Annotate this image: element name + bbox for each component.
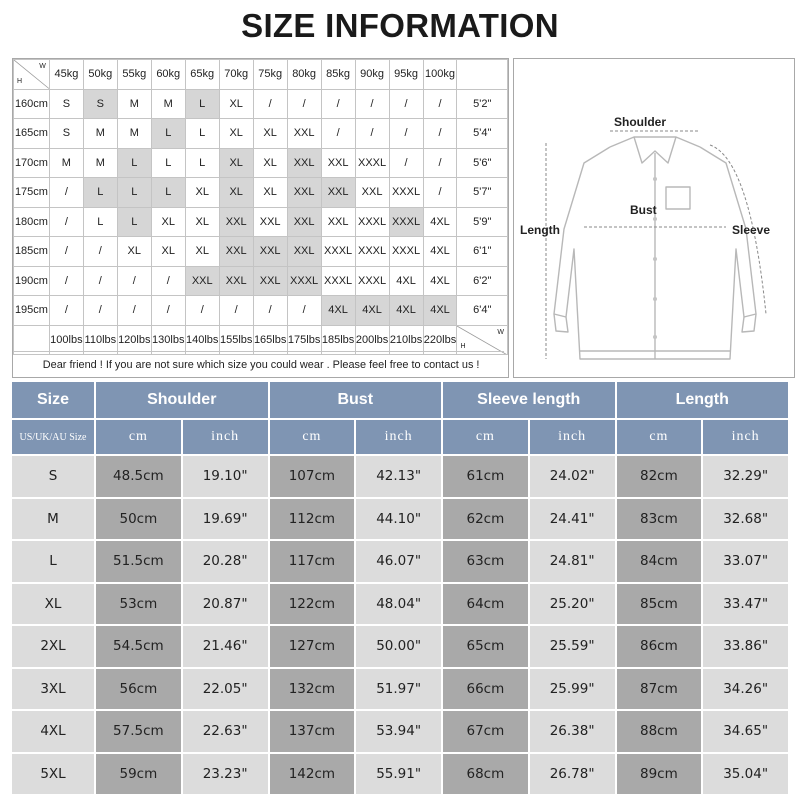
bust-in-cell: 51.97" — [356, 669, 441, 710]
sleeve-cm-cell: 65cm — [443, 626, 528, 667]
weight-lbs-cell: 120lbs — [117, 325, 151, 355]
unit-cm: cm — [617, 420, 702, 454]
shoulder-in-cell: 20.28" — [183, 541, 268, 582]
weight-kg-header-row — [14, 60, 508, 90]
shirt-diagram — [513, 58, 795, 378]
bust-cm-cell: 132cm — [270, 669, 355, 710]
height-cm-cell: 190cm — [14, 266, 50, 296]
size-recommendation-cell: XXL — [287, 237, 321, 267]
length-in-cell: 34.26" — [703, 669, 788, 710]
bust-cm-cell: 117cm — [270, 541, 355, 582]
size-recommendation-cell: L — [185, 89, 219, 119]
unit-inch: inch — [703, 420, 788, 454]
bust-label: Bust — [630, 203, 657, 217]
weight-lbs-cell: 175lbs — [287, 325, 321, 355]
shoulder-in-cell: 22.05" — [183, 669, 268, 710]
length-cm-cell: 82cm — [617, 456, 702, 497]
weight-kg-header: 60kg — [151, 60, 185, 90]
size-cell: 2XL — [12, 626, 94, 667]
height-cm-cell: 165cm — [14, 119, 50, 149]
height-cm-cell: 160cm — [14, 89, 50, 119]
weight-kg-header: 100kg — [423, 60, 457, 90]
sleeve-cm-cell: 66cm — [443, 669, 528, 710]
grid-empty-cell — [457, 60, 508, 90]
weight-lbs-cell: 155lbs — [219, 325, 253, 355]
unit-size-label: US/UK/AU Size — [12, 420, 94, 454]
size-recommendation-cell: / — [423, 148, 457, 178]
shoulder-cm-cell: 56cm — [96, 669, 181, 710]
size-recommendation-cell: S — [49, 119, 83, 149]
size-recommendation-cell: / — [389, 119, 423, 149]
unit-inch: inch — [356, 420, 441, 454]
bust-in-cell: 50.00" — [356, 626, 441, 667]
grid-corner-cell — [14, 60, 50, 90]
size-recommendation-cell: XL — [151, 207, 185, 237]
size-recommendation-cell: / — [253, 296, 287, 326]
size-recommendation-cell: XL — [117, 237, 151, 267]
size-recommendation-cell: XL — [185, 237, 219, 267]
length-cm-cell: 87cm — [617, 669, 702, 710]
size-recommendation-cell: 4XL — [423, 296, 457, 326]
length-cm-cell: 83cm — [617, 499, 702, 540]
size-recommendation-cell: / — [355, 119, 389, 149]
size-recommendation-cell: / — [151, 296, 185, 326]
length-in-cell: 32.29" — [703, 456, 788, 497]
sleeve-cm-cell: 68cm — [443, 754, 528, 795]
size-recommendation-cell: M — [49, 148, 83, 178]
size-cell: 3XL — [12, 669, 94, 710]
size-recommendation-cell: XXL — [253, 207, 287, 237]
length-in-cell: 32.68" — [703, 499, 788, 540]
corner-height-label: H — [17, 77, 23, 85]
size-recommendation-cell: XL — [219, 178, 253, 208]
size-recommendation-cell: 4XL — [423, 207, 457, 237]
grid-row — [14, 296, 508, 326]
table-row — [12, 754, 788, 795]
height-feet-cell: 5'2" — [457, 89, 508, 119]
size-recommendation-cell: / — [117, 266, 151, 296]
size-recommendation-cell: / — [423, 119, 457, 149]
length-in-cell: 33.86" — [703, 626, 788, 667]
sleeve-in-cell: 25.59" — [530, 626, 615, 667]
size-recommendation-cell: XL — [219, 148, 253, 178]
length-in-cell: 33.47" — [703, 584, 788, 625]
size-recommendation-cell: 4XL — [355, 296, 389, 326]
unit-cm: cm — [270, 420, 355, 454]
size-cell: 5XL — [12, 754, 94, 795]
size-recommendation-cell: / — [49, 296, 83, 326]
shoulder-cm-cell: 59cm — [96, 754, 181, 795]
size-recommendation-cell: S — [83, 89, 117, 119]
length-in-cell: 33.07" — [703, 541, 788, 582]
size-recommendation-cell: / — [423, 89, 457, 119]
sleeve-in-cell: 25.99" — [530, 669, 615, 710]
height-feet-cell: 6'4" — [457, 296, 508, 326]
height-cm-cell: 195cm — [14, 296, 50, 326]
height-cm-cell: 175cm — [14, 178, 50, 208]
corner-weight-label: W — [39, 63, 46, 70]
size-recommendation-cell: XXXL — [287, 266, 321, 296]
height-cm-cell: 180cm — [14, 207, 50, 237]
shoulder-cm-cell: 48.5cm — [96, 456, 181, 497]
size-recommendation-cell: / — [83, 296, 117, 326]
size-recommendation-cell: L — [185, 119, 219, 149]
size-recommendation-cell: XXL — [287, 207, 321, 237]
size-recommendation-cell: 4XL — [389, 296, 423, 326]
weight-kg-header: 85kg — [321, 60, 355, 90]
size-recommendation-cell: M — [117, 89, 151, 119]
size-recommendation-cell: XXXL — [321, 237, 355, 267]
unit-cm: cm — [96, 420, 181, 454]
unit-cm: cm — [443, 420, 528, 454]
size-recommendation-cell: / — [423, 178, 457, 208]
weight-lbs-cell: 185lbs — [321, 325, 355, 355]
size-recommendation-cell: 4XL — [423, 266, 457, 296]
sleeve-in-cell: 26.78" — [530, 754, 615, 795]
weight-grid-body — [14, 89, 508, 325]
length-cm-cell: 86cm — [617, 626, 702, 667]
unit-inch: inch — [530, 420, 615, 454]
size-recommendation-cell: / — [287, 296, 321, 326]
size-recommendation-cell: / — [151, 266, 185, 296]
corner-height-label: H — [460, 343, 466, 350]
size-recommendation-cell: L — [117, 178, 151, 208]
weight-kg-header: 45kg — [49, 60, 83, 90]
size-recommendation-cell: XXXL — [389, 237, 423, 267]
size-recommendation-cell: XXXL — [355, 266, 389, 296]
header-shoulder: Shoulder — [96, 382, 268, 418]
bust-cm-cell: 122cm — [270, 584, 355, 625]
size-recommendation-cell: XXL — [219, 237, 253, 267]
weight-kg-header: 55kg — [117, 60, 151, 90]
bust-in-cell: 44.10" — [356, 499, 441, 540]
weight-lbs-cell: 130lbs — [151, 325, 185, 355]
size-recommendation-cell: XXL — [321, 178, 355, 208]
grid-row — [14, 207, 508, 237]
size-recommendation-cell: L — [117, 148, 151, 178]
size-recommendation-cell: / — [355, 89, 389, 119]
size-recommendation-cell: M — [83, 148, 117, 178]
size-recommendation-cell: XXL — [219, 207, 253, 237]
size-recommendation-cell: XXL — [219, 266, 253, 296]
size-recommendation-cell: XL — [151, 237, 185, 267]
sleeve-in-cell: 25.20" — [530, 584, 615, 625]
size-cell: S — [12, 456, 94, 497]
size-recommendation-cell: XXXL — [355, 148, 389, 178]
bust-cm-cell: 107cm — [270, 456, 355, 497]
size-recommendation-cell: XXL — [355, 178, 389, 208]
grid-row — [14, 237, 508, 267]
table-unit-row — [12, 420, 788, 454]
length-in-cell: 35.04" — [703, 754, 788, 795]
size-cell: M — [12, 499, 94, 540]
size-recommendation-cell: XXL — [185, 266, 219, 296]
size-recommendation-cell: XXL — [287, 148, 321, 178]
table-row — [12, 626, 788, 667]
bust-cm-cell: 112cm — [270, 499, 355, 540]
sleeve-cm-cell: 61cm — [443, 456, 528, 497]
size-recommendation-cell: / — [185, 296, 219, 326]
size-recommendation-cell: / — [219, 296, 253, 326]
sleeve-in-cell: 24.02" — [530, 456, 615, 497]
weight-kg-header: 80kg — [287, 60, 321, 90]
grid-row — [14, 89, 508, 119]
size-recommendation-cell: / — [321, 89, 355, 119]
weight-kg-header: 50kg — [83, 60, 117, 90]
bust-in-cell: 53.94" — [356, 711, 441, 752]
table-row — [12, 584, 788, 625]
size-recommendation-cell: / — [83, 237, 117, 267]
size-recommendation-cell: / — [49, 237, 83, 267]
sleeve-cm-cell: 62cm — [443, 499, 528, 540]
length-cm-cell: 88cm — [617, 711, 702, 752]
size-recommendation-cell: M — [151, 89, 185, 119]
size-recommendation-cell: XL — [253, 148, 287, 178]
bust-cm-cell: 142cm — [270, 754, 355, 795]
grid-row — [14, 178, 508, 208]
size-recommendation-cell: / — [83, 266, 117, 296]
size-recommendation-cell: L — [185, 148, 219, 178]
table-row — [12, 499, 788, 540]
length-cm-cell: 85cm — [617, 584, 702, 625]
weight-kg-header: 90kg — [355, 60, 389, 90]
height-feet-cell: 5'4" — [457, 119, 508, 149]
table-row — [12, 456, 788, 497]
size-recommendation-cell: L — [117, 207, 151, 237]
shoulder-in-cell: 23.23" — [183, 754, 268, 795]
size-measurement-table — [10, 380, 790, 796]
shirt-outline-icon — [514, 59, 796, 379]
size-cell: L — [12, 541, 94, 582]
size-recommendation-cell: XXXL — [355, 207, 389, 237]
weight-lbs-cell: 200lbs — [355, 325, 389, 355]
shoulder-label: Shoulder — [614, 115, 667, 129]
size-recommendation-cell: XL — [253, 119, 287, 149]
height-cm-cell: 185cm — [14, 237, 50, 267]
bust-in-cell: 46.07" — [356, 541, 441, 582]
shoulder-in-cell: 21.46" — [183, 626, 268, 667]
size-recommendation-cell: S — [49, 89, 83, 119]
header-sleeve-length: Sleeve length — [443, 382, 615, 418]
size-recommendation-cell: / — [253, 89, 287, 119]
size-recommendation-cell: XL — [185, 178, 219, 208]
corner-weight-label: W — [497, 328, 504, 336]
size-recommendation-cell: / — [389, 148, 423, 178]
header-length: Length — [617, 382, 789, 418]
size-recommendation-cell: XL — [185, 207, 219, 237]
sleeve-cm-cell: 63cm — [443, 541, 528, 582]
height-feet-cell: 5'9" — [457, 207, 508, 237]
size-recommendation-cell: L — [151, 148, 185, 178]
weight-lbs-cell: 220lbs — [423, 325, 457, 355]
size-recommendation-cell: / — [321, 119, 355, 149]
length-label: Length — [520, 223, 560, 237]
shoulder-cm-cell: 51.5cm — [96, 541, 181, 582]
size-table-body — [12, 456, 788, 794]
size-recommendation-cell: / — [389, 89, 423, 119]
weight-kg-header: 65kg — [185, 60, 219, 90]
grid-row — [14, 119, 508, 149]
size-recommendation-cell: / — [287, 89, 321, 119]
size-recommendation-cell: XXL — [253, 266, 287, 296]
table-row — [12, 541, 788, 582]
shoulder-in-cell: 20.87" — [183, 584, 268, 625]
size-recommendation-cell: XXL — [321, 148, 355, 178]
size-recommendation-cell: / — [49, 178, 83, 208]
weight-lbs-cell: 165lbs — [253, 325, 287, 355]
grid-row — [14, 266, 508, 296]
weight-height-grid — [12, 58, 509, 378]
table-row — [12, 711, 788, 752]
size-recommendation-cell: L — [151, 119, 185, 149]
height-cm-cell: 170cm — [14, 148, 50, 178]
size-recommendation-cell: XXL — [287, 119, 321, 149]
size-recommendation-cell: XXXL — [321, 266, 355, 296]
table-row — [12, 669, 788, 710]
size-recommendation-cell: XXL — [287, 178, 321, 208]
weight-height-table — [13, 59, 508, 355]
size-cell: 4XL — [12, 711, 94, 752]
height-feet-cell: 5'7" — [457, 178, 508, 208]
bust-in-cell: 42.13" — [356, 456, 441, 497]
height-feet-cell: 6'2" — [457, 266, 508, 296]
size-recommendation-cell: XL — [219, 89, 253, 119]
size-recommendation-cell: L — [83, 178, 117, 208]
sleeve-label: Sleeve — [732, 223, 771, 237]
height-feet-cell: 5'6" — [457, 148, 508, 178]
size-recommendation-cell: XXL — [253, 237, 287, 267]
sleeve-in-cell: 24.81" — [530, 541, 615, 582]
length-in-cell: 34.65" — [703, 711, 788, 752]
size-recommendation-cell: M — [83, 119, 117, 149]
weight-kg-header: 95kg — [389, 60, 423, 90]
shoulder-cm-cell: 53cm — [96, 584, 181, 625]
grid-row — [14, 148, 508, 178]
sleeve-cm-cell: 64cm — [443, 584, 528, 625]
weight-lbs-cell: 210lbs — [389, 325, 423, 355]
size-recommendation-cell: XL — [253, 178, 287, 208]
bust-cm-cell: 137cm — [270, 711, 355, 752]
contact-note: Dear friend ! If you are not sure which size you could wear . Please feel free to contact us ! — [13, 351, 504, 377]
shoulder-cm-cell: 54.5cm — [96, 626, 181, 667]
size-recommendation-cell: XXXL — [389, 207, 423, 237]
size-recommendation-cell: XXXL — [355, 237, 389, 267]
weight-lbs-cell: 100lbs — [49, 325, 83, 355]
shoulder-in-cell: 22.63" — [183, 711, 268, 752]
shoulder-cm-cell: 50cm — [96, 499, 181, 540]
shoulder-in-cell: 19.69" — [183, 499, 268, 540]
length-cm-cell: 89cm — [617, 754, 702, 795]
size-recommendation-cell: L — [151, 178, 185, 208]
size-recommendation-cell: XL — [219, 119, 253, 149]
size-recommendation-cell: M — [117, 119, 151, 149]
weight-lbs-cell: 110lbs — [83, 325, 117, 355]
size-recommendation-cell: L — [83, 207, 117, 237]
bust-in-cell: 48.04" — [356, 584, 441, 625]
length-cm-cell: 84cm — [617, 541, 702, 582]
size-recommendation-cell: 4XL — [389, 266, 423, 296]
height-feet-cell: 6'1" — [457, 237, 508, 267]
size-recommendation-cell: 4XL — [321, 296, 355, 326]
size-recommendation-cell: XXL — [321, 207, 355, 237]
size-recommendation-cell: / — [49, 207, 83, 237]
size-cell: XL — [12, 584, 94, 625]
shoulder-cm-cell: 57.5cm — [96, 711, 181, 752]
sleeve-in-cell: 24.41" — [530, 499, 615, 540]
bust-in-cell: 55.91" — [356, 754, 441, 795]
size-recommendation-cell: 4XL — [423, 237, 457, 267]
weight-kg-header: 75kg — [253, 60, 287, 90]
bust-cm-cell: 127cm — [270, 626, 355, 667]
header-bust: Bust — [270, 382, 442, 418]
table-header-row — [12, 382, 788, 418]
page-title: SIZE INFORMATION — [241, 7, 559, 44]
sleeve-cm-cell: 67cm — [443, 711, 528, 752]
unit-inch: inch — [183, 420, 268, 454]
size-recommendation-cell: / — [49, 266, 83, 296]
weight-lbs-cell: 140lbs — [185, 325, 219, 355]
shoulder-in-cell: 19.10" — [183, 456, 268, 497]
header-size: Size — [12, 382, 94, 418]
sleeve-in-cell: 26.38" — [530, 711, 615, 752]
size-recommendation-cell: XXXL — [389, 178, 423, 208]
weight-kg-header: 70kg — [219, 60, 253, 90]
size-recommendation-cell: / — [117, 296, 151, 326]
